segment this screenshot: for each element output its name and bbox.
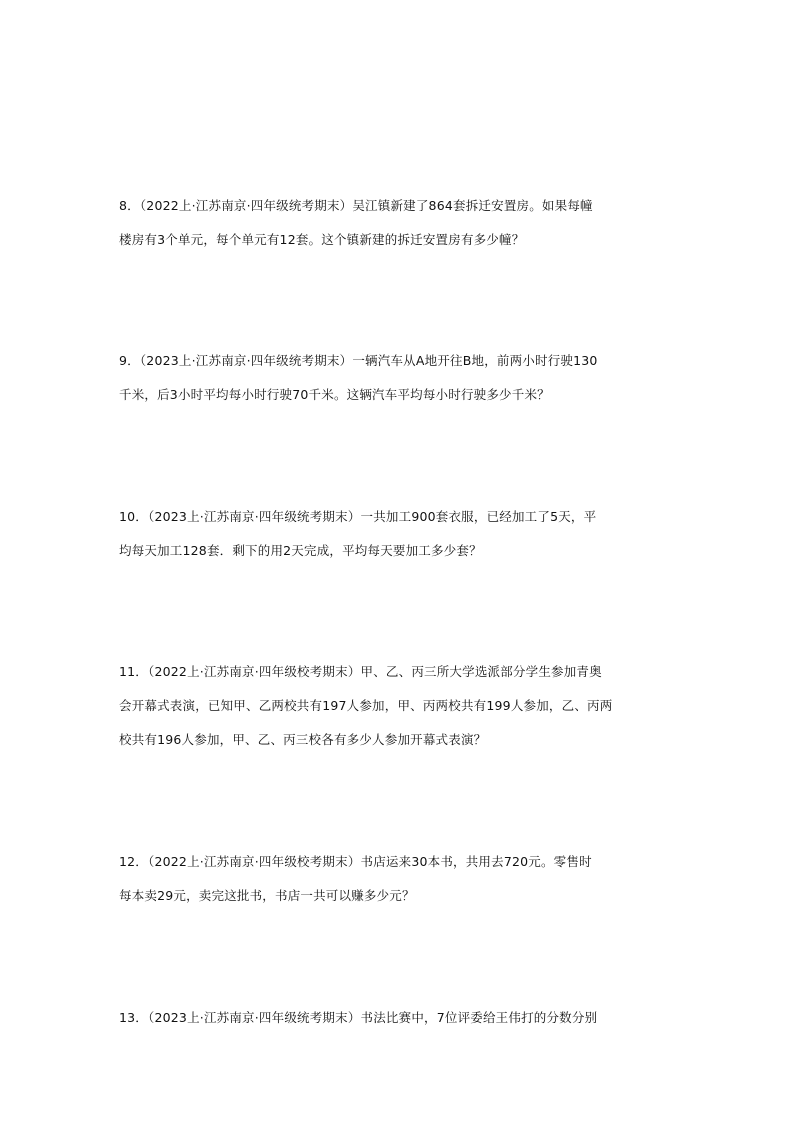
problem-10-line-2: 均每天加工128套．剩下的用2天完成，平均每天要加工多少套？ <box>119 543 482 558</box>
problem-9 <box>119 344 679 412</box>
problem-11-line-1: 11．（2022上·江苏南京·四年级校考期末）甲、乙、丙三所大学选派部分学生参加青奥 <box>119 664 602 679</box>
problem-12-line-2: 每本卖29元，卖完这批书，书店一共可以赚多少元？ <box>119 888 415 903</box>
problem-8 <box>119 189 679 257</box>
problem-10 <box>119 500 679 568</box>
problem-11-line-2: 会开幕式表演，已知甲、乙两校共有197人参加，甲、丙两校共有199人参加，乙、丙两 <box>119 698 613 713</box>
problem-8-line-2: 楼房有3个单元，每个单元有12套。这个镇新建的拆迁安置房有多少幢？ <box>119 232 525 247</box>
problem-12 <box>119 845 679 913</box>
problem-11-line-3: 校共有196人参加，甲、乙、丙三校各有多少人参加开幕式表演？ <box>119 732 487 747</box>
problem-10-line-1: 10．（2023上·江苏南京·四年级统考期末）一共加工900套衣服，已经加工了5天，平 <box>119 509 597 524</box>
problem-9-line-2: 千米，后3小时平均每小时行驶70千米。这辆汽车平均每小时行驶多少千米？ <box>119 387 550 402</box>
problem-13-line-1: 13．（2023上·江苏南京·四年级统考期末）书法比赛中，7位评委给王伟打的分数分别 <box>119 1010 598 1025</box>
problem-13 <box>119 1001 679 1035</box>
problem-12-line-1: 12．（2022上·江苏南京·四年级校考期末）书店运来30本书，共用去720元。零售时 <box>119 854 592 869</box>
problem-11 <box>119 655 679 757</box>
problem-9-line-1: 9．（2023上·江苏南京·四年级统考期末）一辆汽车从A地开往B地，前两小时行驶130 <box>119 353 598 368</box>
problem-8-line-1: 8．（2022上·江苏南京·四年级统考期末）吴江镇新建了864套拆迁安置房。如果每幢 <box>119 198 593 213</box>
